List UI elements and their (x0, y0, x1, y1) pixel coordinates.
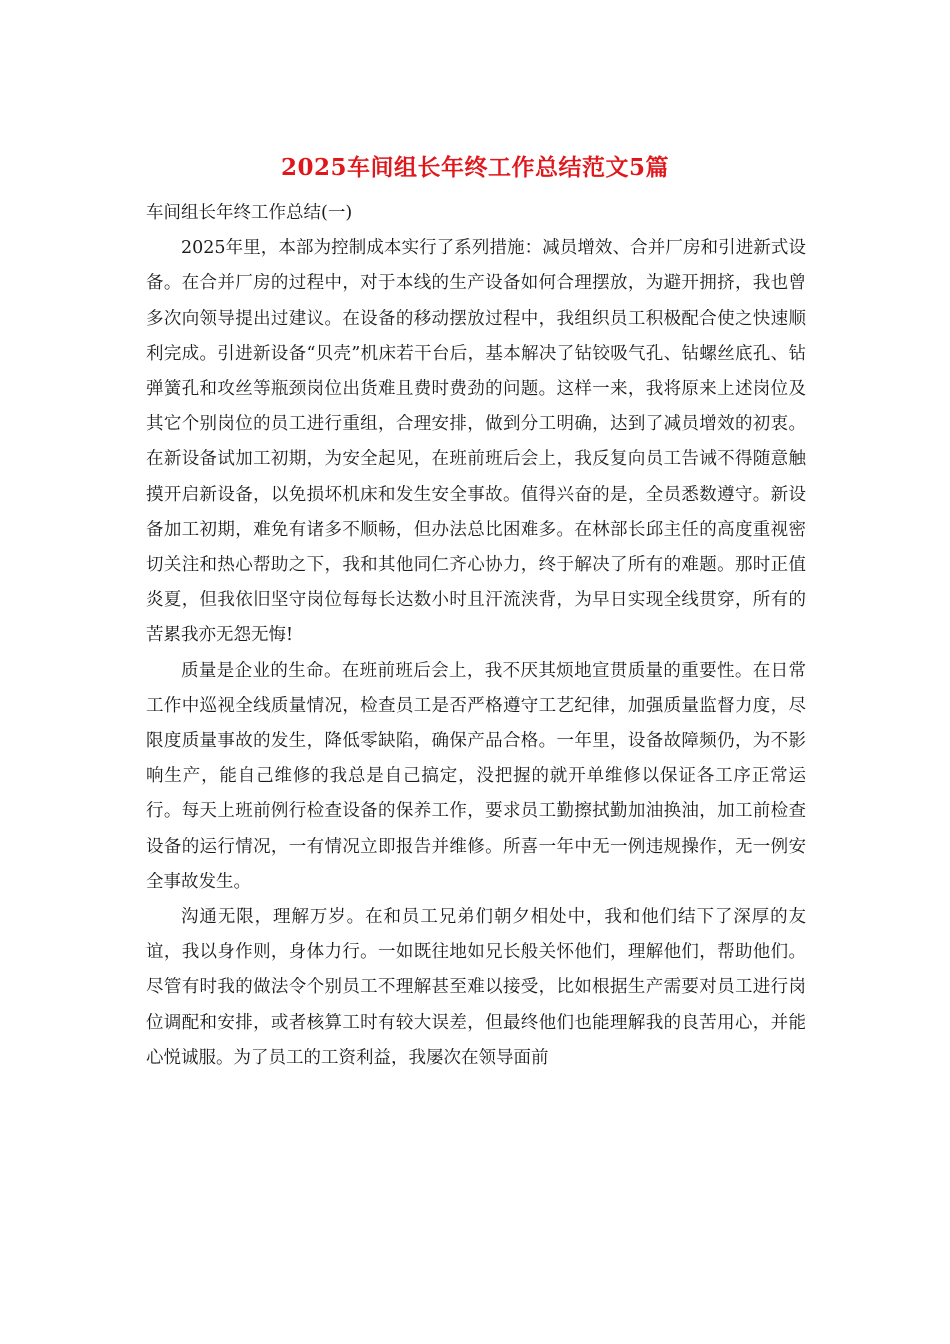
document-body (146, 196, 806, 1076)
paragraph-2: 质量是企业的生命。在班前班后会上，我不厌其烦地宣贯质量的重要性。在日常工作中巡视全线质量情况，检查员工是否严格遵守工艺纪律，加强质量监督力度，尽限度质量事故的发生，降低零缺陷，确保产品合格。一年里，设备故障频仍，为不影响生产，能自己维修的我总是自己搞定，没把握的就开单维修以保证各工序正常运行。每天上班前例行检查设备的保养工作，要求员工勤擦拭勤加油换油，加工前检查设备的运行情况，一有情况立即报告并维修。所喜一年中无一例违规操作，无一例安全事故发生。 (146, 660, 806, 892)
paragraph-3: 沟通无限，理解万岁。在和员工兄弟们朝夕相处中，我和他们结下了深厚的友谊，我以身作则，身体力行。一如既往地如兄长般关怀他们，理解他们，帮助他们。尽管有时我的做法令个别员工不理解甚至难以接受，比如根据生产需要对员工进行岗位调配和安排，或者核算工时有较大误差，但最终他们也能理解我的良苦用心，并能心悦诚服。为了员工的工资利益，我屡次在领导面前 (146, 907, 806, 1068)
document-title: 2025车间组长年终工作总结范文5篇 (280, 154, 670, 181)
section-subheading: 车间组长年终工作总结(一) (146, 203, 353, 223)
paragraph-1: 2025年里，本部为控制成本实行了系列措施：减员增效、合并厂房和引进新式设备。在合并厂房的过程中，对于本线的生产设备如何合理摆放，为避开拥挤，我也曾多次向领导提出过建议。在设备的移动摆放过程中，我组织员工积极配合使之快速顺利完成。引进新设备“贝壳”机床若干台后，基本解决了钻铰吸气孔、钻螺丝底孔、钻弹簧孔和攻丝等瓶颈岗位出货难且费时费劲的问题。这样一来，我将原来上述岗位及其它个别岗位的员工进行重组，合理安排，做到分工明确，达到了减员增效的初衷。在新设备试加工初期，为安全起见，在班前班后会上，我反复向员工告诫不得随意触摸开启新设备，以免损坏机床和发生安全事故。值得兴奋的是，全员悉数遵守。新设备加工初期，难免有诸多不顺畅，但办法总比困难多。在林部长邱主任的高度重视密切关注和热心帮助之下，我和其他同仁齐心协力，终于解决了所有的难题。那时正值炎夏，但我依旧坚守岗位每每长达数小时且汗流浃背，为早日实现全线贯穿，所有的苦累我亦无怨无悔! (146, 238, 806, 646)
